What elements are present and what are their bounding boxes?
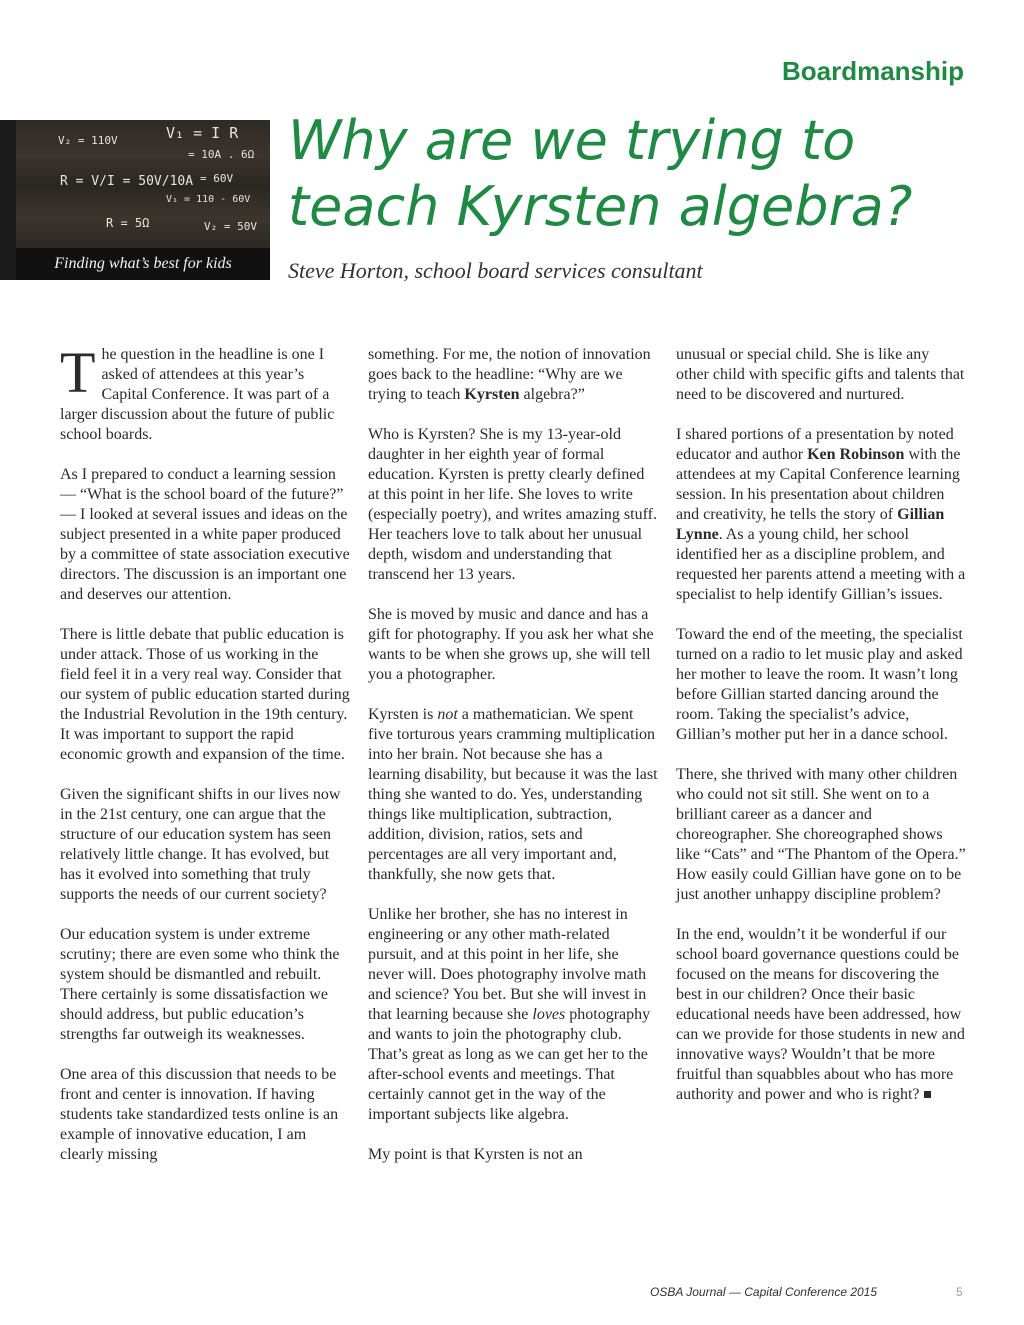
chalk-formula: V₂ = 50V xyxy=(204,220,257,233)
paragraph: As I prepared to conduct a learning session — “What is the school board of the future?” — I looked at several issues and ideas on the subject presented in a white paper produced by a committee of state association executive directors. The discussion is an important one and deserves our attention. xyxy=(60,466,350,603)
paragraph: Our education system is under extreme scrutiny; there are even some who think the system should be dismantled and rebuilt. There certainly is some dissatisfaction we should address, but public education’s strengths far outweigh its weaknesses. xyxy=(60,926,340,1043)
paragraph-text: photography and wants to join the photography club. That’s great as long as we can get her to the after-school events and meetings. That certainly cannot get in the way of the important subjects like algebra. xyxy=(368,1006,651,1123)
page-number: 5 xyxy=(956,1285,963,1299)
drop-cap: T xyxy=(60,340,96,405)
article-column-1 xyxy=(60,340,350,1185)
chalk-formula: R = V/I = 50V/10A xyxy=(60,174,194,189)
chalkboard-photo xyxy=(0,120,270,280)
paragraph-text: In the end, wouldn’t it be wonderful if our school board governance questions could be focused on the means for discovering the best in our children? Once their basic educational needs have been addressed, how can we provide for those students in new and innovative ways? Wouldn’t that be more fruitful than squabbles about who has more authority and power and who is right? xyxy=(676,926,965,1103)
paragraph xyxy=(676,925,966,1105)
byline: Steve Horton, school board services consultant xyxy=(288,258,703,283)
photo-caption: Finding what’s best for kids xyxy=(16,248,270,280)
paragraph xyxy=(368,705,658,885)
paragraph xyxy=(368,905,658,1125)
paragraph-text: with the attendees at my Capital Conference learning session. In his presentation about children and creativity, he tells the story of xyxy=(676,446,961,523)
article-column-2 xyxy=(368,345,658,1185)
headline xyxy=(288,108,912,240)
bold-name: Gillian Lynne xyxy=(676,506,945,543)
paragraph: She is moved by music and dance and has a gift for photography. If you ask her what she wants to be when she grows up, she will tell you a photographer. xyxy=(368,606,654,683)
italic-emphasis: loves xyxy=(532,1006,566,1023)
paragraph: One area of this discussion that needs to be front and center is innovation. If having students take standardized tests online is an example of innovative education, I am clearly missing xyxy=(60,1066,339,1163)
paragraph xyxy=(368,345,658,405)
chalkboard-image xyxy=(16,120,270,248)
chalk-formula: = 60V xyxy=(200,172,234,185)
paragraph-text: I shared portions of a presentation by noted educator and author xyxy=(676,426,954,463)
chalk-formula: V₁ = I R xyxy=(166,124,239,142)
paragraph-text: Kyrsten is xyxy=(368,706,438,723)
article-column-3 xyxy=(676,345,966,1125)
paragraph: My point is that Kyrsten is not an xyxy=(368,1146,583,1163)
headline-line: Why are we trying to xyxy=(288,109,856,172)
paragraph: Toward the end of the meeting, the specialist turned on a radio to let music play and asked her mother to leave the room. It wasn’t long before Gillian started dancing around the room. Taking the specialist’s advice, Gillian’s mother put her in a dance school. xyxy=(676,626,963,743)
bold-name: Kyrsten xyxy=(464,386,520,403)
paragraph xyxy=(60,340,350,445)
paragraph: There, she thrived with many other children who could not sit still. She went on to a brilliant career as a dancer and choreographer. She choreographed shows like “Cats” and “The Phantom of the Opera.” How easily could Gillian have gone on to be just another unhappy discipline problem? xyxy=(676,766,966,903)
paragraph: unusual or special child. She is like any other child with specific gifts and talents that need to be discovered and nurtured. xyxy=(676,346,965,403)
section-label: Boardmanship xyxy=(781,56,964,86)
paragraph-text: a mathematician. We spent five torturous years cramming multiplication into her brain. Not because she has a learning disability, but because it was the last thing she wanted to do. Yes, understanding things like multiplication, subtraction, addition, division, ratios, sets and percentages are all very important and, thankfully, she now gets that. xyxy=(368,706,658,883)
bold-name: Ken Robinson xyxy=(807,446,905,463)
headline-line: teach Kyrsten algebra? xyxy=(288,175,913,238)
footer-journal: OSBA Journal — Capital Conference 2015 xyxy=(650,1285,878,1299)
paragraph-text: he question in the headline is one I asked of attendees at this year’s Capital Conference. It was part of a larger discussion about the future of public school boards. xyxy=(60,346,335,443)
chalk-formula: V₂ = 110V xyxy=(58,134,118,147)
chalk-formula: V₁ = 110 - 60V xyxy=(166,194,251,205)
paragraph-text: algebra?” xyxy=(519,386,585,403)
paragraph: There is little debate that public education is under attack. Those of us working in the field feel it in a very real way. Consider that our system of public education started during the Industrial Revolution in the 19th century. It was important to support the rapid economic growth and expansion of the time. xyxy=(60,626,350,763)
chalk-formula: R = 5Ω xyxy=(106,216,150,230)
paragraph xyxy=(676,425,966,605)
end-mark-icon xyxy=(924,1091,931,1098)
italic-emphasis: not xyxy=(437,706,458,723)
paragraph: Who is Kyrsten? She is my 13-year-old daughter in her eighth year of formal education. Kyrsten is pretty clearly defined at this point in her life. She loves to write (especially poetry), and writes amazing stuff. Her teachers love to talk about her unusual depth, wisdom and understanding that transcend her 13 years. xyxy=(368,426,657,583)
paragraph-text: Unlike her brother, she has no interest in engineering or any other math-related pursuit, and at this point in her life, she never will. Does photography involve math and science? You bet. But she will invest in that learning because she xyxy=(368,906,647,1023)
paragraph: Given the significant shifts in our lives now in the 21st century, one can argue that the structure of our education system has seen relatively little change. It has evolved, but has it evolved into something that truly supports the needs of our current society? xyxy=(60,786,341,903)
paragraph-text: something. For me, the notion of innovation goes back to the headline: “Why are we trying to teach xyxy=(368,346,651,403)
paragraph-text: . As a young child, her school identified her as a discipline problem, and requested her parents attend a meeting with a specialist to help identify Gillian’s issues. xyxy=(676,526,966,603)
chalk-formula: = 10A . 6Ω xyxy=(188,148,255,161)
